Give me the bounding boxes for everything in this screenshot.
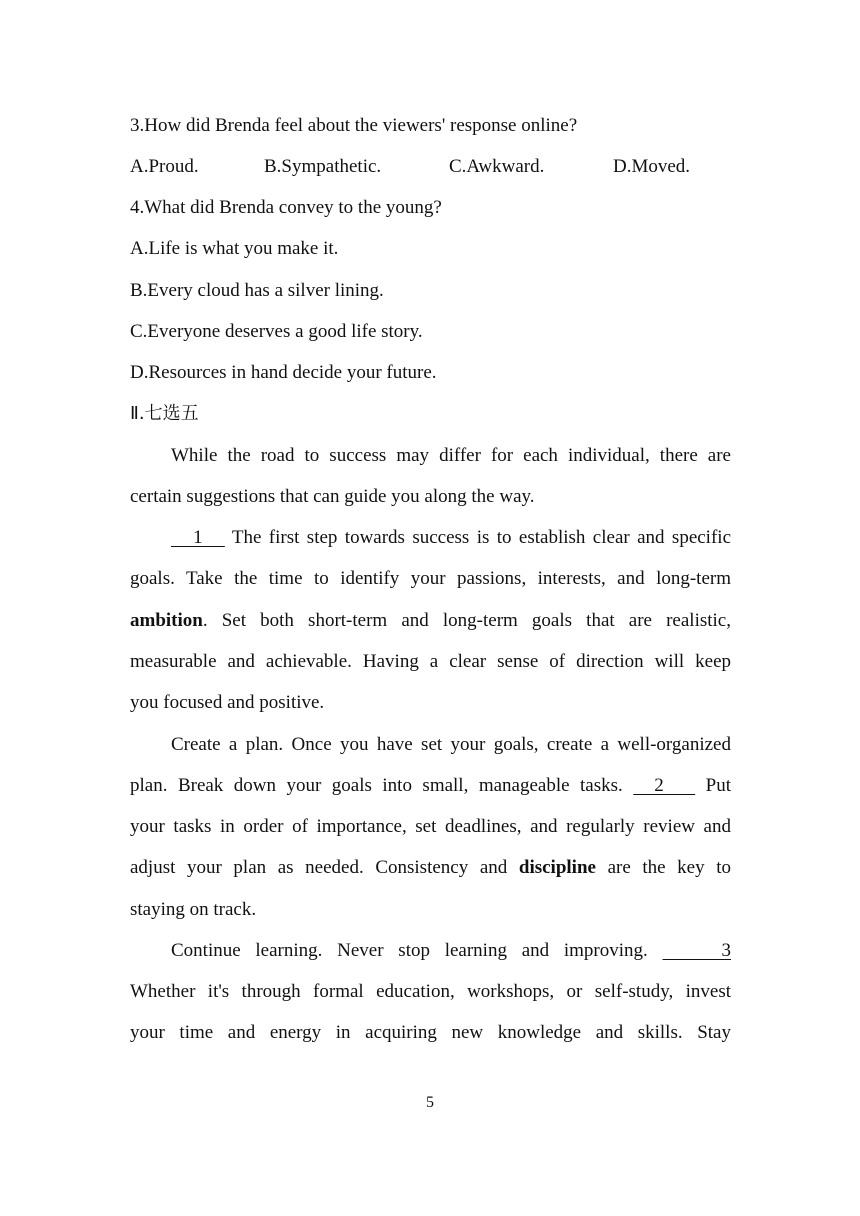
passage-p2-line5: you focused and positive.: [130, 692, 325, 713]
option-c: C.Awkward.: [449, 156, 545, 177]
question-4-option-b: B.Every cloud has a silver lining.: [130, 280, 384, 301]
section-heading: Ⅱ.七选五: [130, 403, 199, 424]
option-d: D.Moved.: [613, 156, 691, 177]
passage-p2-line3: ambition. Set both short-term and long-term goals that are realistic,: [130, 610, 731, 631]
blank-2: 2: [633, 775, 696, 796]
page-number: 5: [426, 1094, 434, 1111]
option-b: B.Sympathetic.: [264, 156, 382, 177]
passage-p1-line2: certain suggestions that can guide you along the way.: [130, 486, 535, 507]
passage-p2-line2: goals. Take the time to identify your passions, interests, and long-term: [130, 568, 731, 589]
keyword-ambition: ambition: [130, 610, 203, 631]
passage-p3-line2: plan. Break down your goals into small, manageable tasks. 2 Put: [130, 775, 732, 796]
passage-p4-line3: your time and energy in acquiring new knowledge and skills. Stay: [130, 1022, 731, 1043]
passage-p3-line4: adjust your plan as needed. Consistency and discipline are the key to: [130, 857, 731, 878]
passage-p3-line3: your tasks in order of importance, set deadlines, and regularly review and: [130, 816, 731, 837]
question-4-option-c: C.Everyone deserves a good life story.: [130, 321, 423, 342]
question-4-option-a: A.Life is what you make it.: [130, 238, 339, 259]
keyword-discipline: discipline: [518, 857, 596, 878]
blank-1: 1: [171, 527, 225, 548]
passage-p4-line1: Continue learning. Never stop learning and improving. 3: [171, 940, 732, 961]
passage-p2-line1: 1 The first step towards success is to establish clear and specific: [171, 527, 731, 548]
question-4-stem: 4.What did Brenda convey to the young?: [130, 197, 442, 218]
passage-p1-line1: While the road to success may differ for each individual, there are: [171, 445, 731, 466]
passage-p2-line4: measurable and achievable. Having a clear sense of direction will keep: [130, 651, 731, 672]
question-4-option-d: D.Resources in hand decide your future.: [130, 362, 437, 383]
option-a: A.Proud.: [130, 156, 199, 177]
passage-p3-line1: Create a plan. Once you have set your goals, create a well-organized: [171, 734, 731, 755]
passage-p3-line5: staying on track.: [130, 899, 257, 920]
passage-p4-line2: Whether it's through formal education, workshops, or self-study, invest: [130, 981, 731, 1002]
question-3-stem: 3.How did Brenda feel about the viewers' response online?: [130, 115, 578, 136]
blank-3: 3: [662, 940, 732, 961]
